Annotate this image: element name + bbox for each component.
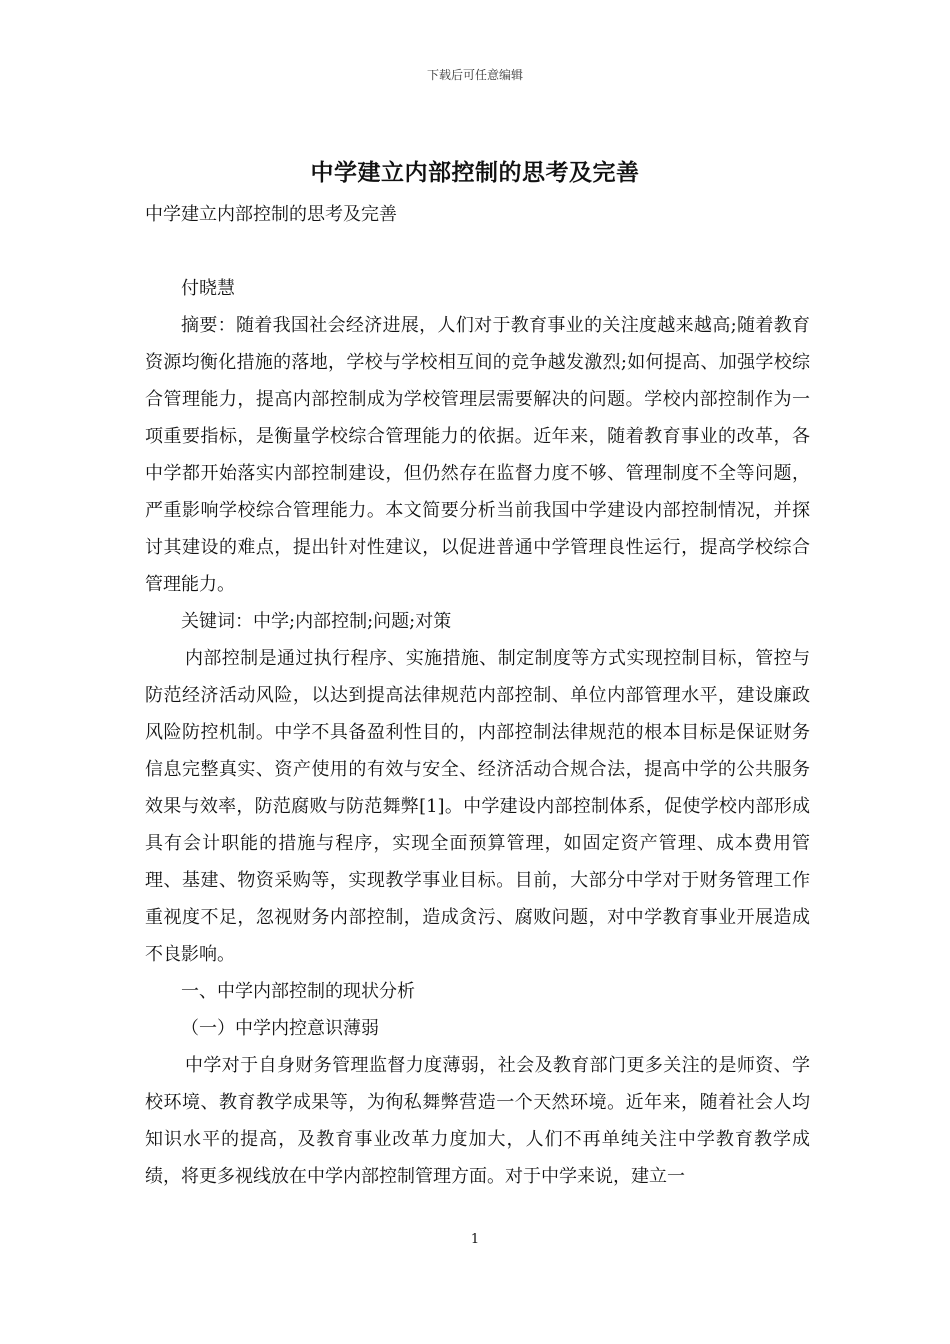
keywords-line: 关键词：中学;内部控制;问题;对策: [181, 611, 452, 632]
document-subtitle: 中学建立内部控制的思考及完善: [145, 204, 397, 225]
author-name: 付晓慧: [181, 278, 235, 299]
intro-paragraph: 内部控制是通过执行程序、实施措施、制定制度等方式实现控制目标，管控与防范经济活动风险，以达到提高法律规范内部控制、单位内部管理水平，建设廉政风险防控机制。中学不具备盈利性目的，内部控制法律规范的根本目标是保证财务信息完整真实、资产使用的有效与安全、经济活动合规合法，提高中学的公共服务效果与效率，防范腐败与防范舞弊[1]。中学建设内部控制体系，促使学校内部形成具有会计职能的措施与程序，实现全面预算管理，如固定资产管理、成本费用管理、基建、物资采购等，实现教学事业目标。目前，大部分中学对于财务管理工作重视度不足，忽视财务内部控制，造成贪污、腐败问题，对中学教育事业开展造成不良影响。: [145, 648, 810, 965]
section-heading-1: 一、中学内部控制的现状分析: [181, 981, 415, 1002]
document-body: [145, 196, 810, 1195]
abstract-paragraph: 摘要：随着我国社会经济进展，人们对于教育事业的关注度越来越高;随着教育资源均衡化措施的落地，学校与学校相互间的竞争越发激烈;如何提高、加强学校综合管理能力，提高内部控制成为学校管理层需要解决的问题。学校内部控制作为一项重要指标，是衡量学校综合管理能力的依据。近年来，随着教育事业的改革，各中学都开始落实内部控制建设，但仍然存在监督力度不够、管理制度不全等问题，严重影响学校综合管理能力。本文简要分析当前我国中学建设内部控制情况，并探讨其建设的难点，提出针对性建议，以促进普通中学管理良性运行，提高学校综合管理能力。: [145, 315, 810, 595]
page-header-note: 下载后可任意编辑: [426, 68, 523, 82]
subsection-heading-1-1: （一）中学内控意识薄弱: [181, 1018, 379, 1039]
body-paragraph-1-1: 中学对于自身财务管理监督力度薄弱，社会及教育部门更多关注的是师资、学校环境、教育教学成果等，为徇私舞弊营造一个天然环境。近年来，随着社会人均知识水平的提高，及教育事业改革力度加大，人们不再单纯关注中学教育教学成绩，将更多视线放在中学内部控制管理方面。对于中学来说，建立一: [145, 1055, 810, 1187]
page-number: 1: [470, 1232, 480, 1247]
document-title: 中学建立内部控制的思考及完善: [310, 160, 640, 186]
